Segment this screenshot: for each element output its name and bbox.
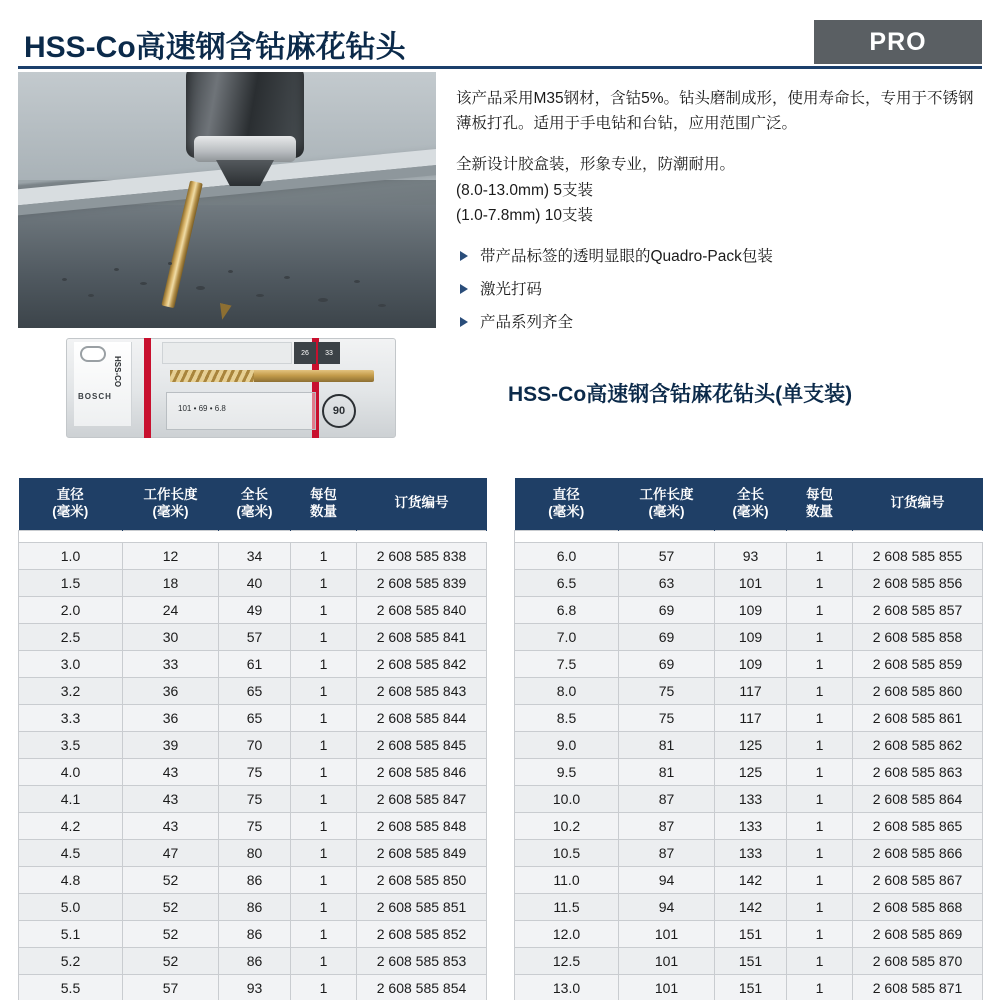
cell-working-length: 36 [123, 704, 219, 731]
col-header-order-number: 订货编号 [853, 478, 983, 530]
table-row [515, 812, 983, 839]
cell-pack-qty: 1 [787, 812, 853, 839]
cell-order-number: 2 608 585 846 [357, 758, 487, 785]
cell-total-length: 133 [715, 812, 787, 839]
table-row [515, 677, 983, 704]
package-dimension-text: 101 • 69 • 6.8 [178, 404, 226, 413]
cell-order-number: 2 608 585 862 [853, 731, 983, 758]
cell-order-number: 2 608 585 856 [853, 569, 983, 596]
cell-pack-qty: 1 [291, 785, 357, 812]
cell-diameter: 4.8 [19, 866, 123, 893]
cell-pack-qty: 1 [291, 893, 357, 920]
cell-order-number: 2 608 585 860 [853, 677, 983, 704]
cell-working-length: 18 [123, 569, 219, 596]
cell-diameter: 13.0 [515, 974, 619, 1000]
cell-order-number: 2 608 585 870 [853, 947, 983, 974]
cell-order-number: 2 608 585 858 [853, 623, 983, 650]
single-pack-title: HSS-Co高速钢含钴麻花钻头(单支装) [508, 383, 853, 406]
cell-pack-qty: 1 [291, 623, 357, 650]
table-row [515, 623, 983, 650]
cell-pack-qty: 1 [787, 542, 853, 569]
cell-diameter: 5.2 [19, 947, 123, 974]
col-header-order-number: 订货编号 [357, 478, 487, 530]
list-item [456, 278, 982, 302]
table-row [19, 839, 487, 866]
cell-diameter: 8.5 [515, 704, 619, 731]
cell-order-number: 2 608 585 859 [853, 650, 983, 677]
cell-working-length: 101 [619, 974, 715, 1000]
cell-diameter: 5.1 [19, 920, 123, 947]
bullet-label: 带产品标签的透明显眼的Quadro-Pack包装 [480, 247, 773, 265]
cell-working-length: 69 [619, 596, 715, 623]
table-row [19, 893, 487, 920]
cell-order-number: 2 608 585 865 [853, 812, 983, 839]
table-row [19, 758, 487, 785]
cell-total-length: 75 [219, 785, 291, 812]
cell-pack-qty: 1 [787, 893, 853, 920]
table-row [19, 677, 487, 704]
table-row [515, 920, 983, 947]
cell-working-length: 63 [619, 569, 715, 596]
triangle-bullet-icon [460, 317, 468, 327]
cell-working-length: 30 [123, 623, 219, 650]
cell-working-length: 24 [123, 596, 219, 623]
package-pictogram-strip [162, 342, 292, 364]
cell-working-length: 81 [619, 731, 715, 758]
cell-working-length: 75 [619, 704, 715, 731]
cell-diameter: 12.5 [515, 947, 619, 974]
cell-diameter: 3.2 [19, 677, 123, 704]
cell-working-length: 101 [619, 920, 715, 947]
cell-total-length: 75 [219, 758, 291, 785]
cell-total-length: 151 [715, 974, 787, 1000]
cell-diameter: 6.8 [515, 596, 619, 623]
cell-order-number: 2 608 585 869 [853, 920, 983, 947]
cell-diameter: 6.5 [515, 569, 619, 596]
table-header-gap-right [515, 530, 983, 542]
col-header-diameter: 直径 (毫米) [515, 478, 619, 530]
blister-vertical-label: HSS-CO [113, 356, 122, 388]
cell-working-length: 94 [619, 893, 715, 920]
cell-diameter: 4.2 [19, 812, 123, 839]
triangle-bullet-icon [460, 251, 468, 261]
cell-order-number: 2 608 585 851 [357, 893, 487, 920]
cell-diameter: 12.0 [515, 920, 619, 947]
table-header-right [515, 478, 983, 530]
cell-total-length: 117 [715, 677, 787, 704]
cell-order-number: 2 608 585 861 [853, 704, 983, 731]
cell-working-length: 52 [123, 866, 219, 893]
table-row [515, 866, 983, 893]
cell-total-length: 86 [219, 920, 291, 947]
cell-order-number: 2 608 585 842 [357, 650, 487, 677]
cell-pack-qty: 1 [787, 947, 853, 974]
list-item [456, 245, 982, 269]
cell-order-number: 2 608 585 843 [357, 677, 487, 704]
cell-pack-qty: 1 [787, 731, 853, 758]
cell-total-length: 40 [219, 569, 291, 596]
hang-hole-icon [80, 346, 106, 362]
cell-order-number: 2 608 585 857 [853, 596, 983, 623]
brand-logo: BOSCH [78, 392, 112, 401]
cell-pack-qty: 1 [787, 974, 853, 1000]
cell-total-length: 109 [715, 596, 787, 623]
package-badge-2: 33 [318, 342, 340, 364]
cell-working-length: 52 [123, 893, 219, 920]
cell-diameter: 9.0 [515, 731, 619, 758]
table-row [515, 758, 983, 785]
cell-working-length: 52 [123, 920, 219, 947]
drill-chuck-ring [194, 136, 296, 162]
cell-total-length: 142 [715, 893, 787, 920]
spacer [515, 530, 983, 542]
single-pack-section [18, 334, 982, 456]
cell-pack-qty: 1 [787, 785, 853, 812]
cell-order-number: 2 608 585 854 [357, 974, 487, 1000]
cell-total-length: 61 [219, 650, 291, 677]
col-header-diameter: 直径 (毫米) [19, 478, 123, 530]
cell-pack-qty: 1 [787, 569, 853, 596]
cell-pack-qty: 1 [291, 758, 357, 785]
table-row [515, 596, 983, 623]
header-divider [18, 66, 982, 69]
table-row [19, 974, 487, 1000]
cell-total-length: 65 [219, 704, 291, 731]
table-row [515, 542, 983, 569]
cell-order-number: 2 608 585 852 [357, 920, 487, 947]
cell-working-length: 52 [123, 947, 219, 974]
feature-bullet-list [456, 245, 982, 335]
cell-working-length: 39 [123, 731, 219, 758]
cell-order-number: 2 608 585 855 [853, 542, 983, 569]
cell-working-length: 43 [123, 812, 219, 839]
cell-diameter: 2.0 [19, 596, 123, 623]
cell-total-length: 125 [715, 758, 787, 785]
triangle-bullet-icon [460, 284, 468, 294]
cell-working-length: 36 [123, 677, 219, 704]
package-angle-badge: 90 [322, 394, 356, 428]
col-header-working-length: 工作长度 (毫米) [123, 478, 219, 530]
cell-order-number: 2 608 585 838 [357, 542, 487, 569]
cell-diameter: 2.5 [19, 623, 123, 650]
drill-bit-drilling-metal-plate-photo [18, 72, 436, 328]
cell-pack-qty: 1 [291, 866, 357, 893]
hero-paragraph-1: 该产品采用M35钢材，含钴5%。钻头磨制成形，使用寿命长，专用于不锈钢薄板打孔。适用于手电钻和台钻，应用范围广泛。 [456, 90, 974, 133]
cell-working-length: 87 [619, 785, 715, 812]
cell-total-length: 86 [219, 947, 291, 974]
cell-diameter: 7.0 [515, 623, 619, 650]
table-row [19, 920, 487, 947]
table-row [19, 812, 487, 839]
cell-total-length: 125 [715, 731, 787, 758]
cell-diameter: 11.0 [515, 866, 619, 893]
cell-pack-qty: 1 [291, 731, 357, 758]
page-title: HSS-Co高速钢含钴麻花钻头 [24, 31, 406, 64]
cell-total-length: 117 [715, 704, 787, 731]
table-row [19, 542, 487, 569]
cell-order-number: 2 608 585 867 [853, 866, 983, 893]
cell-diameter: 3.5 [19, 731, 123, 758]
cell-diameter: 4.0 [19, 758, 123, 785]
single-pack-blister-photo [66, 334, 396, 446]
cell-working-length: 81 [619, 758, 715, 785]
cell-pack-qty: 1 [787, 623, 853, 650]
cell-total-length: 133 [715, 785, 787, 812]
table-row [19, 866, 487, 893]
table-row [515, 650, 983, 677]
cell-diameter: 4.1 [19, 785, 123, 812]
cell-diameter: 11.5 [515, 893, 619, 920]
cell-working-length: 87 [619, 812, 715, 839]
table-body-right [515, 542, 983, 1000]
cell-working-length: 43 [123, 758, 219, 785]
bullet-label: 产品系列齐全 [480, 313, 574, 331]
packaged-drill-bit-flutes [170, 370, 254, 382]
cell-order-number: 2 608 585 847 [357, 785, 487, 812]
cell-diameter: 10.2 [515, 812, 619, 839]
cell-order-number: 2 608 585 866 [853, 839, 983, 866]
pro-badge: PRO [814, 20, 982, 64]
table-row [515, 893, 983, 920]
cell-total-length: 75 [219, 812, 291, 839]
cell-pack-qty: 1 [291, 542, 357, 569]
spec-table-left [18, 478, 487, 1000]
cell-pack-qty: 1 [787, 704, 853, 731]
cell-pack-qty: 1 [291, 596, 357, 623]
cell-pack-qty: 1 [291, 974, 357, 1000]
spacer [19, 530, 487, 542]
cell-diameter: 1.0 [19, 542, 123, 569]
cell-pack-qty: 1 [787, 596, 853, 623]
hero-paragraph-2: 全新设计胶盒装，形象专业，防潮耐用。 [456, 156, 736, 174]
table-row [19, 650, 487, 677]
cell-total-length: 151 [715, 947, 787, 974]
list-item [456, 311, 982, 335]
cell-working-length: 87 [619, 839, 715, 866]
col-header-working-length: 工作长度 (毫米) [619, 478, 715, 530]
cell-pack-qty: 1 [291, 812, 357, 839]
cell-working-length: 101 [619, 947, 715, 974]
table-row [515, 704, 983, 731]
cell-diameter: 3.3 [19, 704, 123, 731]
table-row [515, 731, 983, 758]
table-row [19, 947, 487, 974]
cell-diameter: 3.0 [19, 650, 123, 677]
cell-pack-qty: 1 [787, 866, 853, 893]
cell-total-length: 49 [219, 596, 291, 623]
cell-pack-qty: 1 [291, 650, 357, 677]
cell-order-number: 2 608 585 864 [853, 785, 983, 812]
cell-working-length: 43 [123, 785, 219, 812]
cell-order-number: 2 608 585 871 [853, 974, 983, 1000]
cell-order-number: 2 608 585 863 [853, 758, 983, 785]
cell-pack-qty: 1 [291, 704, 357, 731]
cell-working-length: 94 [619, 866, 715, 893]
table-row [515, 785, 983, 812]
table-row [19, 704, 487, 731]
cell-total-length: 93 [219, 974, 291, 1000]
cell-working-length: 47 [123, 839, 219, 866]
cell-pack-qty: 1 [291, 839, 357, 866]
cell-working-length: 69 [619, 650, 715, 677]
cell-total-length: 65 [219, 677, 291, 704]
cell-order-number: 2 608 585 844 [357, 704, 487, 731]
hero-pack-line-1: (8.0-13.0mm) 5支装 [456, 182, 593, 200]
cell-total-length: 109 [715, 650, 787, 677]
cell-order-number: 2 608 585 868 [853, 893, 983, 920]
cell-total-length: 34 [219, 542, 291, 569]
cell-diameter: 8.0 [515, 677, 619, 704]
cell-total-length: 142 [715, 866, 787, 893]
cell-order-number: 2 608 585 853 [357, 947, 487, 974]
cell-total-length: 70 [219, 731, 291, 758]
spec-table-right [514, 478, 983, 1000]
cell-order-number: 2 608 585 839 [357, 569, 487, 596]
cell-order-number: 2 608 585 845 [357, 731, 487, 758]
cell-working-length: 57 [619, 542, 715, 569]
table-row [19, 569, 487, 596]
col-header-pack-qty: 每包 数量 [291, 478, 357, 530]
cell-pack-qty: 1 [787, 839, 853, 866]
table-row [515, 569, 983, 596]
hero-section [18, 72, 982, 331]
cell-diameter: 7.5 [515, 650, 619, 677]
cell-order-number: 2 608 585 848 [357, 812, 487, 839]
cell-total-length: 133 [715, 839, 787, 866]
col-header-total-length: 全长 (毫米) [219, 478, 291, 530]
cell-diameter: 9.5 [515, 758, 619, 785]
bullet-label: 激光打码 [480, 280, 543, 298]
cell-total-length: 109 [715, 623, 787, 650]
cell-pack-qty: 1 [787, 650, 853, 677]
cell-working-length: 12 [123, 542, 219, 569]
cell-order-number: 2 608 585 840 [357, 596, 487, 623]
page-header [18, 22, 982, 68]
cell-order-number: 2 608 585 841 [357, 623, 487, 650]
cell-pack-qty: 1 [787, 758, 853, 785]
table-row [19, 623, 487, 650]
cell-total-length: 80 [219, 839, 291, 866]
cell-total-length: 151 [715, 920, 787, 947]
cell-order-number: 2 608 585 849 [357, 839, 487, 866]
table-row [515, 974, 983, 1000]
hero-text-block [456, 86, 982, 344]
cell-total-length: 93 [715, 542, 787, 569]
cell-total-length: 57 [219, 623, 291, 650]
package-red-band-left [144, 338, 151, 438]
table-row [19, 596, 487, 623]
col-header-total-length: 全长 (毫米) [715, 478, 787, 530]
cell-diameter: 5.0 [19, 893, 123, 920]
cell-diameter: 10.0 [515, 785, 619, 812]
cell-diameter: 1.5 [19, 569, 123, 596]
cell-working-length: 69 [619, 623, 715, 650]
cell-pack-qty: 1 [291, 677, 357, 704]
cell-working-length: 75 [619, 677, 715, 704]
table-body-left [19, 542, 487, 1000]
cell-working-length: 57 [123, 974, 219, 1000]
table-row [515, 839, 983, 866]
table-row [515, 947, 983, 974]
cell-pack-qty: 1 [291, 920, 357, 947]
hero-pack-line-2: (1.0-7.8mm) 10支装 [456, 207, 593, 225]
cell-pack-qty: 1 [291, 569, 357, 596]
cell-order-number: 2 608 585 850 [357, 866, 487, 893]
cell-diameter: 6.0 [515, 542, 619, 569]
cell-pack-qty: 1 [787, 920, 853, 947]
cell-total-length: 101 [715, 569, 787, 596]
cell-total-length: 86 [219, 866, 291, 893]
cell-diameter: 5.5 [19, 974, 123, 1000]
table-header-left [19, 478, 487, 530]
cell-pack-qty: 1 [291, 947, 357, 974]
cell-diameter: 4.5 [19, 839, 123, 866]
table-row [19, 731, 487, 758]
cell-working-length: 33 [123, 650, 219, 677]
table-row [19, 785, 487, 812]
package-badge-1: 26 [294, 342, 316, 364]
cell-total-length: 86 [219, 893, 291, 920]
table-header-gap-left [19, 530, 487, 542]
cell-pack-qty: 1 [787, 677, 853, 704]
col-header-pack-qty: 每包 数量 [787, 478, 853, 530]
cell-diameter: 10.5 [515, 839, 619, 866]
